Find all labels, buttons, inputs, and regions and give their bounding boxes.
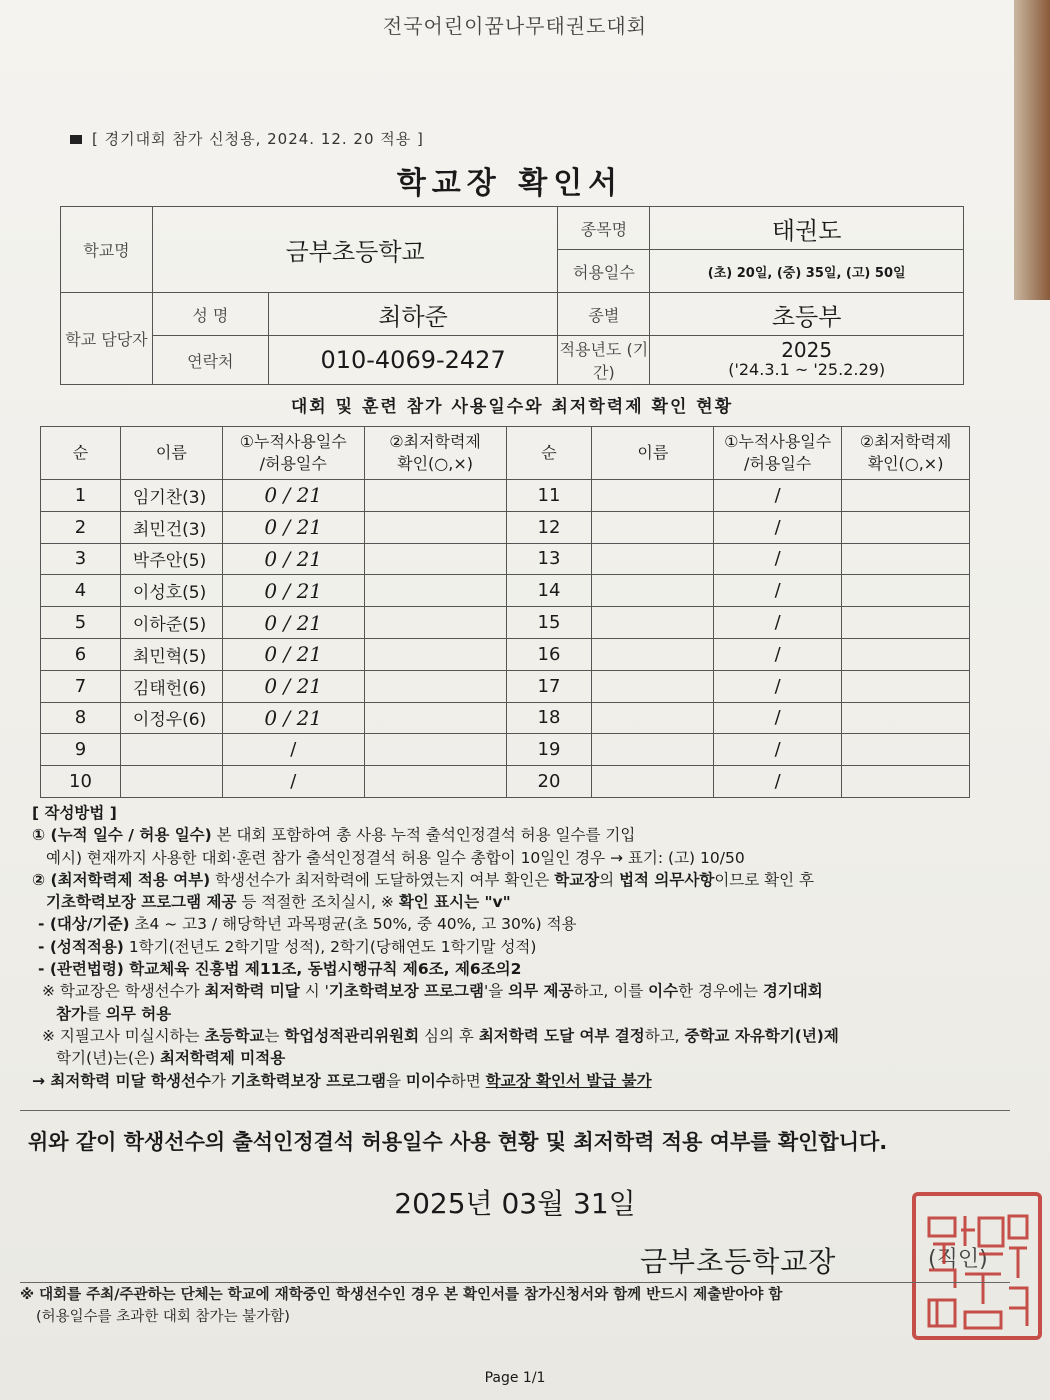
instruction-bold: 미이수: [405, 1071, 451, 1090]
header-no-right: 순: [506, 427, 592, 480]
manager-name: 최하준: [268, 293, 558, 336]
instruction-text: 하고, 이를: [573, 982, 649, 1001]
bullet-square-icon: [70, 135, 82, 144]
table-row: [41, 575, 970, 607]
header-days-right-line2: /허용일수: [744, 454, 812, 473]
athlete-name: 김태헌(6): [120, 670, 222, 702]
days-used: /: [714, 734, 842, 766]
doc-title: 학교장 확인서: [396, 166, 624, 201]
section-title: 대회 및 훈련 참가 사용일수와 최저학력제 확인 현황: [290, 397, 734, 417]
min-academic-check: [842, 575, 970, 607]
min-academic-check: [364, 511, 506, 543]
min-academic-check: [364, 734, 506, 766]
athlete-name: [592, 511, 714, 543]
divider: [20, 1110, 1010, 1111]
year-period: ('24.3.1 ~ '25.2.29): [728, 360, 886, 379]
row-no: 1: [41, 480, 121, 512]
athlete-name: [592, 543, 714, 575]
info-table: [60, 206, 964, 385]
year-cell: [650, 336, 964, 385]
year-value: 2025: [781, 338, 833, 362]
instruction-text: 심의 후: [419, 1026, 479, 1045]
athlete-name: 최민혁(5): [120, 638, 222, 670]
instruction-line: [32, 891, 1022, 913]
instruction-text: 하는: [169, 1026, 205, 1045]
min-academic-check: [364, 543, 506, 575]
athlete-name: [592, 575, 714, 607]
instruction-bold: 학교장: [554, 870, 600, 889]
row-no: 15: [506, 607, 592, 639]
instruction-bold: 기초학력보장 프로그램: [230, 1071, 386, 1090]
row-no: 2: [41, 511, 121, 543]
principal-signature: 금부초등학교장: [640, 1245, 837, 1278]
days-used: 0 / 21: [222, 638, 364, 670]
instruction-example: 예시) 현재까지 사용한 대회·훈련 참가 출석인정결석 허용 일수 총합이 10일인 경우 → 표기: (고) 10/50: [46, 848, 745, 867]
footer-line-2: (허용일수를 초과한 대회 참가는 불가함): [36, 1309, 290, 1325]
instruction-line: [32, 1003, 1022, 1025]
instruction-bold: 의무 제공: [508, 982, 574, 1001]
athlete-name: [592, 480, 714, 512]
min-academic-check: [842, 543, 970, 575]
instruction-bold: - (관련법령): [38, 960, 124, 979]
athlete-name: 박주안(5): [120, 543, 222, 575]
athlete-name: [592, 734, 714, 766]
instruction-text: ※ 지필고사 미실시: [42, 1026, 170, 1045]
days-used: /: [714, 543, 842, 575]
table-row: [41, 734, 970, 766]
row-no: 11: [506, 480, 592, 512]
instruction-text: 등 적절한 조치실시, ※: [236, 893, 399, 912]
instruction-text: 학교체육 진흥법 제11조, 동법시행규칙 제6조, 제6조의2: [123, 960, 522, 979]
row-no: 12: [506, 511, 592, 543]
header-days: [222, 427, 364, 480]
table-row: [41, 670, 970, 702]
instruction-line: [32, 980, 1022, 1002]
athlete-name: [592, 766, 714, 798]
footer-note: [20, 1284, 1020, 1328]
table-row: [41, 638, 970, 670]
form-note-text: [ 경기대회 참가 신청용, 2024. 12. 20 적용 ]: [92, 130, 424, 148]
background-object: [1014, 0, 1050, 300]
writing-instructions: [32, 802, 1022, 1092]
athlete-list-table: [40, 426, 970, 798]
instruction-bold: 학업성적관리위원회: [284, 1026, 420, 1045]
allowed-days-label: 허용일수: [558, 250, 650, 293]
min-academic-check: [842, 638, 970, 670]
min-academic-check: [364, 480, 506, 512]
header-check-right-line2: 확인(○,×): [867, 454, 944, 473]
instruction-bold: 경기대회: [762, 982, 823, 1001]
instruction-bold: ① (누적 일수 / 허용 일수): [32, 826, 212, 845]
days-used: 0 / 21: [222, 480, 364, 512]
row-no: 19: [506, 734, 592, 766]
year-label: 적용년도 (기간): [558, 336, 650, 385]
days-used: /: [714, 575, 842, 607]
instruction-text: 를: [85, 1004, 106, 1023]
athlete-name: 최민건(3): [120, 511, 222, 543]
manager-label: 학교 담당자: [61, 293, 153, 385]
header-check-right: [842, 427, 970, 480]
instruction-bold: - (성적적용): [38, 937, 124, 956]
row-no: 13: [506, 543, 592, 575]
instruction-text: 초4 ~ 고3 / 해당학년 과목평균(초 50%, 중 40%, 고 30%) 적용: [129, 915, 577, 934]
instruction-line: [32, 824, 1022, 846]
days-used: /: [222, 766, 364, 798]
row-no: 16: [506, 638, 592, 670]
header-check: [364, 427, 506, 480]
instruction-text: '을: [484, 982, 509, 1001]
row-no: 3: [41, 543, 121, 575]
instruction-bold: → 최저학력 미달 학생선수: [32, 1071, 211, 1090]
table-row: [41, 607, 970, 639]
athlete-name: 이성호(5): [120, 575, 222, 607]
form-note: [70, 128, 424, 149]
instruction-text: 하고,: [644, 1026, 685, 1045]
table-row: [41, 766, 970, 798]
footer-line-1: ※ 대회를 주최/주관하는 단체는 학교에 재학중인 학생선수인 경우 본 확인서를 참가신청서와 함께 반드시 제출받아야 함: [20, 1287, 783, 1303]
days-used: 0 / 21: [222, 670, 364, 702]
min-academic-check: [364, 766, 506, 798]
event-value: 태권도: [650, 207, 964, 250]
table-row: [41, 543, 970, 575]
school-label: 학교명: [61, 207, 153, 293]
table-row: [41, 702, 970, 734]
instruction-text: 이므로 확인 후: [714, 870, 815, 889]
row-no: 20: [506, 766, 592, 798]
instruction-line: [32, 1047, 1022, 1069]
instruction-text: 하면: [450, 1071, 486, 1090]
row-no: 17: [506, 670, 592, 702]
min-academic-check: [842, 734, 970, 766]
contact-label: 연락처: [152, 336, 268, 385]
instruction-bold: 참가: [56, 1004, 86, 1023]
instruction-bold: 기초학력보장 프로그램: [328, 982, 485, 1001]
issue-date: 2025년 03월 31일: [394, 1187, 636, 1220]
contact-value: 010-4069-2427: [268, 336, 558, 385]
row-no: 4: [41, 575, 121, 607]
instruction-line: [32, 869, 1022, 891]
athlete-name: 이하준(5): [120, 607, 222, 639]
row-no: 9: [41, 734, 121, 766]
instruction-text: 는: [264, 1026, 285, 1045]
instruction-bold: ② (최저학력제 적용 여부): [32, 870, 211, 889]
days-used: 0 / 21: [222, 575, 364, 607]
confirmation-statement: 위와 같이 학생선수의 출석인정결석 허용일수 사용 현황 및 최저학력 적용 여부를 확인합니다.: [28, 1130, 888, 1154]
min-academic-check: [364, 575, 506, 607]
min-academic-check: [842, 511, 970, 543]
instruction-text: 가: [210, 1071, 231, 1090]
instruction-line: [32, 913, 1022, 935]
competition-title: 전국어린이꿈나무태권도대회: [382, 14, 648, 38]
days-used: /: [714, 638, 842, 670]
days-used: 0 / 21: [222, 702, 364, 734]
athlete-name: 임기찬(3): [120, 480, 222, 512]
header-days-line1: ①누적사용일수: [239, 432, 347, 451]
days-used: /: [714, 702, 842, 734]
min-academic-check: [842, 702, 970, 734]
days-used: 0 / 21: [222, 511, 364, 543]
days-used: /: [714, 766, 842, 798]
instruction-text: 한 경우에는: [678, 982, 763, 1001]
header-name: 이름: [120, 427, 222, 480]
instruction-bold: 최저학력 도달 여부 결정: [478, 1026, 645, 1045]
division-label: 종별: [558, 293, 650, 336]
min-academic-check: [842, 607, 970, 639]
row-no: 14: [506, 575, 592, 607]
min-academic-check: [842, 766, 970, 798]
athlete-name: [120, 734, 222, 766]
instruction-line: [32, 958, 1022, 980]
header-check-right-line1: ②최저학력제: [859, 432, 952, 451]
header-check-line1: ②최저학력제: [389, 432, 481, 451]
instruction-bold: 최저학력제 미적용: [159, 1049, 286, 1068]
row-no: 5: [41, 607, 121, 639]
instruction-text: 학생선수가 최저학력에 도달하였는지 여부 확인은: [210, 870, 555, 889]
days-used: /: [714, 607, 842, 639]
instruction-line: [32, 1025, 1022, 1047]
min-academic-check: [842, 480, 970, 512]
header-days-line2: /허용일수: [259, 454, 327, 473]
min-academic-check: [364, 670, 506, 702]
table-row: [41, 511, 970, 543]
instruction-bold: 이수: [648, 982, 679, 1001]
event-label: 종목명: [558, 207, 650, 250]
athlete-name: [592, 607, 714, 639]
instruction-bold: 학교장 확인서 발급 불가: [485, 1071, 652, 1090]
days-used: /: [714, 511, 842, 543]
athlete-name: [592, 702, 714, 734]
seal-placeholder: (직인): [928, 1247, 988, 1272]
header-days-right-line1: ①누적사용일수: [724, 432, 832, 451]
days-used: /: [714, 480, 842, 512]
row-no: 10: [41, 766, 121, 798]
min-academic-check: [842, 670, 970, 702]
days-used: 0 / 21: [222, 543, 364, 575]
instruction-bold: 초등학교: [204, 1026, 265, 1045]
instruction-bold: 확인 표시는 "v": [398, 893, 511, 912]
instruction-text: 1학기(전년도 2학기말 성적), 2학기(당해연도 1학기말 성적): [123, 937, 537, 956]
instruction-text: 학기(년)는(은): [56, 1049, 160, 1068]
athlete-name: [592, 638, 714, 670]
athlete-name: [592, 670, 714, 702]
instruction-bold: 의무 허용: [105, 1004, 172, 1023]
instruction-line: [32, 1070, 1022, 1092]
min-academic-check: [364, 702, 506, 734]
table-row: [41, 480, 970, 512]
row-no: 18: [506, 702, 592, 734]
allowed-days-value: (초) 20일, (중) 35일, (고) 50일: [650, 250, 964, 293]
instruction-bold: - (대상/기준): [38, 915, 130, 934]
instructions-title: [ 작성방법 ]: [32, 804, 117, 822]
days-used: /: [714, 670, 842, 702]
header-name-right: 이름: [592, 427, 714, 480]
row-no: 6: [41, 638, 121, 670]
instruction-line: [32, 936, 1022, 958]
header-check-line2: 확인(○,×): [397, 454, 473, 473]
instruction-bold: 최저학력 미달: [204, 982, 300, 1001]
instruction-bold: 중학교 자유학기(년)제: [684, 1026, 839, 1045]
instruction-text: 시 ': [299, 982, 329, 1001]
header-days-right: [714, 427, 842, 480]
min-academic-check: [364, 638, 506, 670]
divider: [20, 1282, 1010, 1283]
instruction-text: 을: [385, 1071, 406, 1090]
instruction-bold: 기초학력보장 프로그램 제공: [46, 893, 237, 912]
division-value: 초등부: [650, 293, 964, 336]
instruction-text: 의: [599, 870, 620, 889]
school-name: 금부초등학교: [152, 207, 558, 293]
days-used: 0 / 21: [222, 607, 364, 639]
athlete-name: 이정우(6): [120, 702, 222, 734]
name-label: 성 명: [152, 293, 268, 336]
instruction-text: 본 대회 포함하여 총 사용 누적 출석인정결석 허용 일수를 기입: [211, 826, 636, 845]
instruction-bold: 법적 의무사항: [619, 870, 715, 889]
header-no: 순: [41, 427, 121, 480]
row-no: 7: [41, 670, 121, 702]
min-academic-check: [364, 607, 506, 639]
days-used: /: [222, 734, 364, 766]
row-no: 8: [41, 702, 121, 734]
athlete-name: [120, 766, 222, 798]
page-number: Page 1/1: [484, 1370, 546, 1386]
instruction-text: ※ 학교장은 학생선수가: [42, 982, 205, 1001]
